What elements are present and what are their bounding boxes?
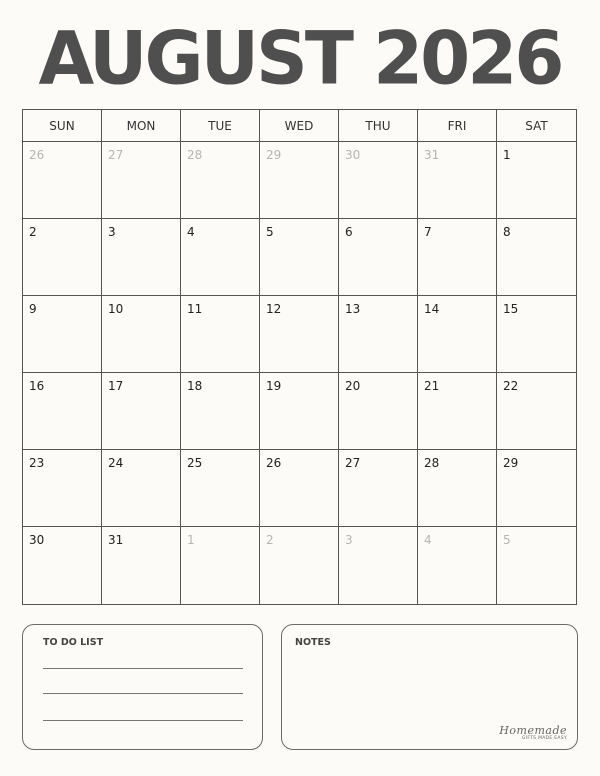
day-number: 17	[108, 379, 124, 393]
weekday-header: SUN	[23, 110, 102, 142]
weekday-header: WED	[260, 110, 339, 142]
day-number: 5	[266, 225, 274, 239]
day-number: 16	[29, 379, 45, 393]
day-number: 19	[266, 379, 282, 393]
day-cell[interactable]	[418, 373, 497, 450]
weekday-header: SAT	[497, 110, 576, 142]
day-cell[interactable]	[181, 373, 260, 450]
homemade-logo	[499, 725, 567, 741]
day-cell[interactable]	[102, 296, 181, 373]
weekday-header: MON	[102, 110, 181, 142]
day-cell[interactable]	[23, 219, 102, 296]
weekday-header: TUE	[181, 110, 260, 142]
day-cell[interactable]	[23, 296, 102, 373]
day-cell[interactable]	[339, 450, 418, 527]
day-cell[interactable]	[418, 296, 497, 373]
day-cell[interactable]	[260, 142, 339, 219]
weekday-header: THU	[339, 110, 418, 142]
logo-main-text: Homemade	[499, 724, 567, 737]
day-number: 3	[345, 533, 353, 547]
day-cell[interactable]	[23, 373, 102, 450]
day-cell[interactable]	[497, 450, 576, 527]
day-cell[interactable]	[23, 142, 102, 219]
day-number: 23	[29, 456, 45, 470]
day-cell[interactable]	[418, 450, 497, 527]
day-number: 3	[108, 225, 116, 239]
day-cell[interactable]	[102, 373, 181, 450]
day-number: 22	[503, 379, 519, 393]
day-cell[interactable]	[339, 142, 418, 219]
day-number: 11	[187, 302, 203, 316]
day-cell[interactable]	[181, 527, 260, 604]
day-number: 5	[503, 533, 511, 547]
day-cell[interactable]	[23, 527, 102, 604]
day-number: 28	[424, 456, 440, 470]
day-number: 26	[29, 148, 45, 162]
day-number: 26	[266, 456, 282, 470]
day-cell[interactable]	[497, 219, 576, 296]
day-cell[interactable]	[181, 142, 260, 219]
day-cell[interactable]	[181, 219, 260, 296]
day-number: 2	[266, 533, 274, 547]
day-cell[interactable]	[260, 527, 339, 604]
day-cell[interactable]	[418, 527, 497, 604]
day-cell[interactable]	[102, 142, 181, 219]
day-number: 14	[424, 302, 440, 316]
day-cell[interactable]	[260, 373, 339, 450]
day-cell[interactable]	[497, 296, 576, 373]
day-cell[interactable]	[339, 219, 418, 296]
day-cell[interactable]	[418, 219, 497, 296]
day-number: 21	[424, 379, 440, 393]
day-number: 25	[187, 456, 203, 470]
logo-sub-text: GIFTS MADE EASY	[521, 736, 567, 741]
day-cell[interactable]	[260, 219, 339, 296]
day-number: 1	[503, 148, 511, 162]
todo-line[interactable]	[43, 693, 243, 694]
day-number: 29	[266, 148, 282, 162]
day-number: 30	[29, 533, 45, 547]
todo-list-box	[22, 624, 263, 750]
calendar-grid	[22, 109, 577, 605]
page-title: AUGUST 2026	[38, 15, 562, 101]
day-cell[interactable]	[260, 450, 339, 527]
day-number: 1	[187, 533, 195, 547]
todo-line[interactable]	[43, 720, 243, 721]
day-cell[interactable]	[418, 142, 497, 219]
day-cell[interactable]	[497, 527, 576, 604]
todo-line[interactable]	[43, 668, 243, 669]
day-cell[interactable]	[102, 219, 181, 296]
day-cell[interactable]	[23, 450, 102, 527]
todo-list-label: TO DO LIST	[43, 637, 104, 648]
day-cell[interactable]	[181, 450, 260, 527]
day-number: 27	[345, 456, 361, 470]
day-number: 6	[345, 225, 353, 239]
day-number: 31	[108, 533, 124, 547]
day-number: 27	[108, 148, 124, 162]
day-number: 18	[187, 379, 203, 393]
day-number: 20	[345, 379, 361, 393]
weekday-header: FRI	[418, 110, 497, 142]
day-number: 30	[345, 148, 361, 162]
day-number: 4	[424, 533, 432, 547]
day-number: 10	[108, 302, 124, 316]
day-number: 28	[187, 148, 203, 162]
day-number: 12	[266, 302, 282, 316]
day-number: 9	[29, 302, 37, 316]
day-number: 7	[424, 225, 432, 239]
day-number: 4	[187, 225, 195, 239]
day-number: 13	[345, 302, 361, 316]
day-cell[interactable]	[102, 450, 181, 527]
day-cell[interactable]	[497, 373, 576, 450]
day-number: 15	[503, 302, 519, 316]
day-cell[interactable]	[181, 296, 260, 373]
day-cell[interactable]	[339, 296, 418, 373]
day-cell[interactable]	[260, 296, 339, 373]
notes-box[interactable]	[281, 624, 578, 750]
day-number: 29	[503, 456, 519, 470]
day-cell[interactable]	[339, 527, 418, 604]
day-cell[interactable]	[339, 373, 418, 450]
day-cell[interactable]	[497, 142, 576, 219]
day-number: 24	[108, 456, 124, 470]
day-number: 8	[503, 225, 511, 239]
day-number: 2	[29, 225, 37, 239]
notes-label: NOTES	[295, 637, 331, 648]
day-number: 31	[424, 148, 440, 162]
day-cell[interactable]	[102, 527, 181, 604]
